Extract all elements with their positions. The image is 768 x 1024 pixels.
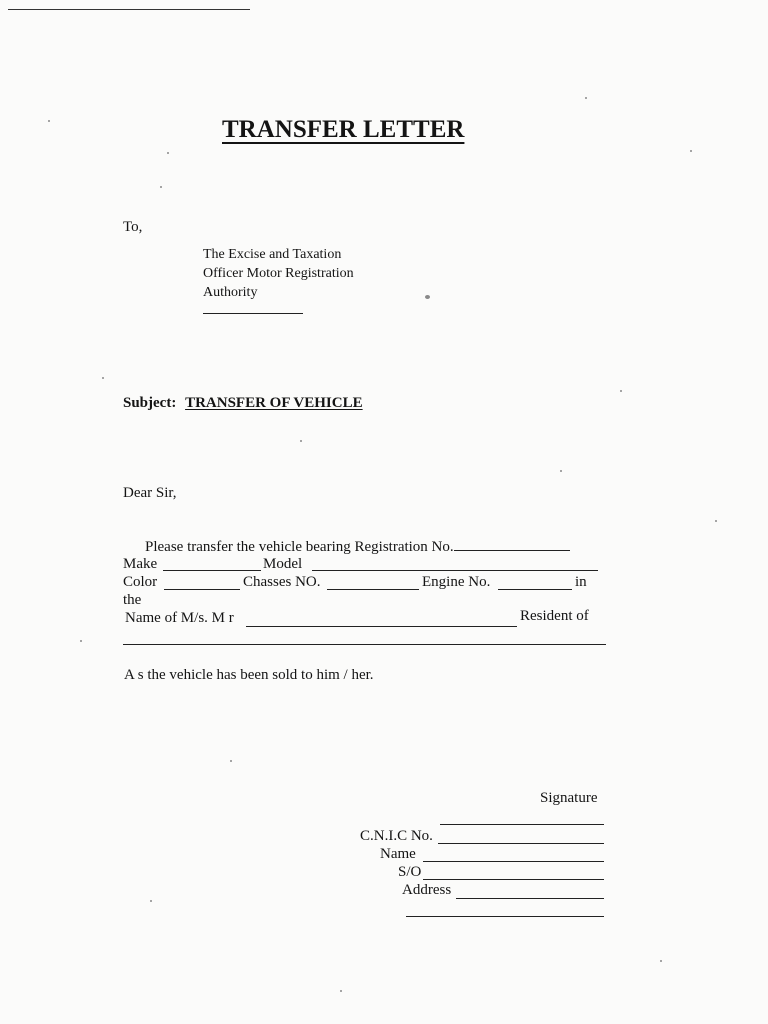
recipient-address [203,245,354,302]
scan-speck [230,760,232,762]
sig-name-blank [423,861,604,862]
in-label: in [575,574,587,590]
recipient-line-2: Officer Motor Registration [203,266,354,281]
scan-speck [48,120,50,122]
salutation: Dear Sir, [123,485,177,501]
signature-blank [440,824,604,825]
chasses-label: Chasses NO. [243,574,321,590]
make-label: Make [123,556,158,572]
scan-speck [167,152,169,154]
color-blank [164,589,240,590]
scan-speck [425,295,430,299]
engine-label: Engine No. [422,574,491,590]
resident-address-blank [123,644,606,645]
recipient-line-1: The Excise and Taxation [203,247,342,262]
sig-name-label: Name [380,846,416,862]
scan-speck [715,520,717,522]
color-label: Color [123,574,158,590]
registration-label: Please transfer the vehicle bearing Registration No. [145,539,454,555]
scan-speck [300,440,302,442]
so-label: S/O [398,864,422,880]
scan-speck [560,470,562,472]
model-label: Model [263,556,303,572]
name-blank [246,626,517,627]
address-blank-1 [456,898,604,899]
subject-line [123,395,363,412]
address-blank-2 [406,916,604,917]
subject-label: Subject: [123,395,177,411]
scan-speck [660,960,662,962]
recipient-line-3: Authority [203,285,258,300]
resident-of-label: Resident of [520,608,589,624]
make-blank [163,570,261,571]
scan-speck [620,390,622,392]
scan-speck [102,377,104,379]
page-title: TRANSFER LETTER [222,116,465,143]
chasses-blank [327,589,419,590]
scan-speck [340,990,342,992]
to-label: To, [123,219,143,235]
the-label: the [123,592,142,608]
name-of-label: Name of M/s. M r [125,610,234,626]
signature-label: Signature [540,790,598,806]
cnic-label: C.N.I.C No. [360,828,433,844]
recipient-underline [203,313,303,314]
scan-speck [150,900,152,902]
model-blank [312,570,598,571]
scan-speck [690,150,692,152]
scan-speck [160,186,162,188]
top-edge-rule [8,9,250,10]
scan-speck [80,640,82,642]
so-blank [423,879,604,880]
cnic-blank [438,843,604,844]
subject-text: TRANSFER OF VEHICLE [185,395,363,411]
body-line-registration [145,538,570,556]
address-label: Address [402,882,452,898]
registration-blank [454,538,570,551]
engine-blank [498,589,572,590]
scan-speck [585,97,587,99]
closing-line: A s the vehicle has been sold to him / her. [124,667,374,683]
